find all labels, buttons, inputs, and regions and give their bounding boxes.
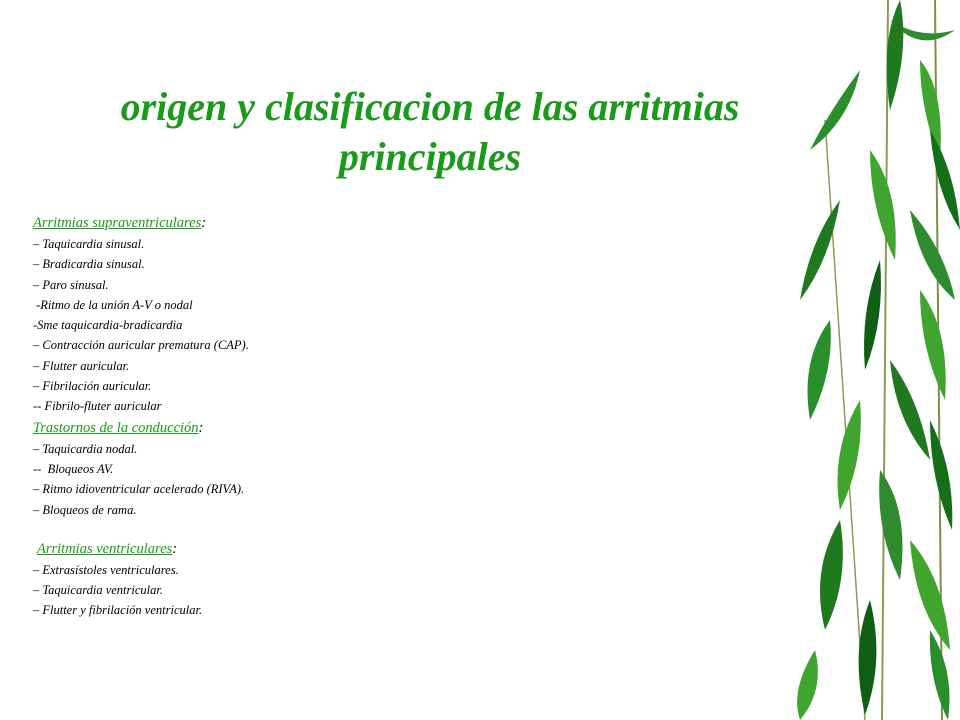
list-item: – Taquicardia sinusal. [33, 237, 145, 251]
list-item: – Fibrilación auricular. [33, 379, 152, 394]
slide-title: origen y clasificacion de las arritmias principales [120, 84, 740, 179]
bamboo-leaves-image [770, 0, 960, 720]
section-heading-text: Trastornos de la conducción [33, 419, 199, 436]
list-item: – Paro sinusal. [33, 277, 109, 292]
list-item: – Bradicardia sinusal. [33, 257, 145, 272]
list-item: -Sme taquicardia-bradicardia [33, 318, 183, 333]
bamboo-leaves [797, 0, 960, 720]
heading-colon: : [201, 215, 207, 231]
list-item: – Contracción auricular prematura (CAP). [33, 338, 249, 353]
heading-colon: : [198, 419, 204, 436]
section-heading-text: Arritmias supraventriculares [33, 215, 202, 231]
section-heading [33, 212, 513, 234]
list-item: – Ritmo idioventricular acelerado (RIVA). [33, 482, 245, 497]
list-item: -- Bloqueos AV. [33, 461, 114, 476]
list-item: – Taquicardia nodal. [33, 441, 138, 456]
section-heading [33, 417, 513, 439]
list-item: -Ritmo de la unión A-V o nodal [33, 297, 193, 312]
list-item: – Bloqueos de rama. [33, 502, 137, 517]
section-heading [33, 538, 513, 560]
section-supraventricular [33, 212, 513, 417]
list-item: – Extrasístoles ventriculares. [33, 562, 179, 577]
list-item: – Flutter y fibrilación ventricular. [33, 603, 203, 618]
list-item: – Flutter auricular. [33, 358, 130, 373]
list-item: – Taquicardia ventricular. [33, 583, 163, 598]
section-spacer [33, 520, 513, 538]
list-item: -- Fibrilo-fluter auricular [33, 399, 162, 414]
arrhythmia-list [33, 212, 513, 621]
heading-colon: : [172, 540, 178, 557]
section-ventricular [33, 538, 513, 621]
section-conduction [33, 417, 513, 520]
section-heading-text: Arritmias ventriculares [37, 540, 173, 557]
